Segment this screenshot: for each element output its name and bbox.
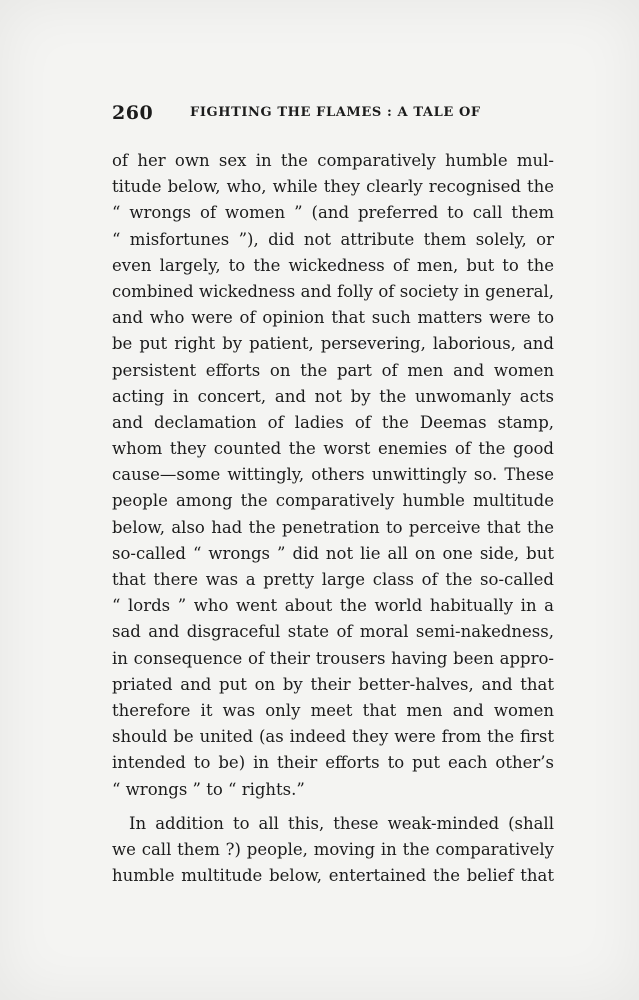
text-line: of her own sex in the comparatively humble mul- — [112, 151, 554, 170]
text-line: In addition to all this, these weak-minded (shall — [129, 813, 554, 833]
text-line: “ wrongs of women ” (and preferred to call them — [112, 203, 554, 223]
page-number: 260 — [112, 102, 154, 124]
text-line: priated and put on by their better-halves, and that — [112, 674, 554, 694]
text-line: should be united (as indeed they were from the first — [112, 727, 554, 747]
text-line: combined wickedness and folly of society in general, — [112, 281, 554, 301]
text-line: in consequence of their trousers having been appro- — [112, 648, 554, 668]
paragraph-1 — [112, 148, 554, 803]
text-line: whom they counted the worst enemies of the good — [112, 439, 554, 459]
text-line: persistent efforts on the part of men and women — [112, 360, 554, 380]
paragraph-2 — [112, 811, 554, 890]
text-line: acting in concert, and not by the unwomanly acts — [112, 386, 554, 406]
text-line: “ wrongs ” to “ rights.” — [112, 779, 305, 799]
text-line: and who were of opinion that such matters were to — [112, 308, 554, 328]
text-line: and declamation of ladies of the Deemas stamp, — [112, 412, 554, 432]
text-line: cause—some wittingly, others unwittingly so. These — [112, 465, 554, 485]
page-header — [112, 100, 542, 128]
text-line: we call them ?) people, moving in the comparatively — [112, 839, 554, 859]
text-line: be put right by patient, persevering, laborious, and — [112, 334, 554, 354]
text-line: people among the comparatively humble multitude — [112, 491, 554, 511]
text-line: humble multitude below, entertained the belief that — [112, 866, 554, 886]
text-line: sad and disgraceful state of moral semi-nakedness, — [112, 622, 554, 642]
text-line: therefore it was only meet that men and women — [112, 700, 554, 720]
text-line: intended to be) in their efforts to put each other’s — [112, 753, 554, 773]
paragraph-gap — [112, 803, 554, 811]
text-line: “ misfortunes ”), did not attribute them solely, or — [112, 229, 554, 249]
text-line: titude below, who, while they clearly recognised the — [112, 177, 554, 197]
body-text — [112, 148, 554, 889]
running-head: FIGHTING THE FLAMES : A TALE OF — [190, 105, 481, 120]
text-line: even largely, to the wickedness of men, but to the — [112, 255, 554, 275]
text-line: so-called “ wrongs ” did not lie all on one side, but — [112, 543, 554, 563]
text-line: “ lords ” who went about the world habitually in a — [112, 596, 554, 616]
text-line: that there was a pretty large class of the so-called — [112, 570, 554, 589]
text-line: below, also had the penetration to perceive that the — [112, 517, 554, 537]
